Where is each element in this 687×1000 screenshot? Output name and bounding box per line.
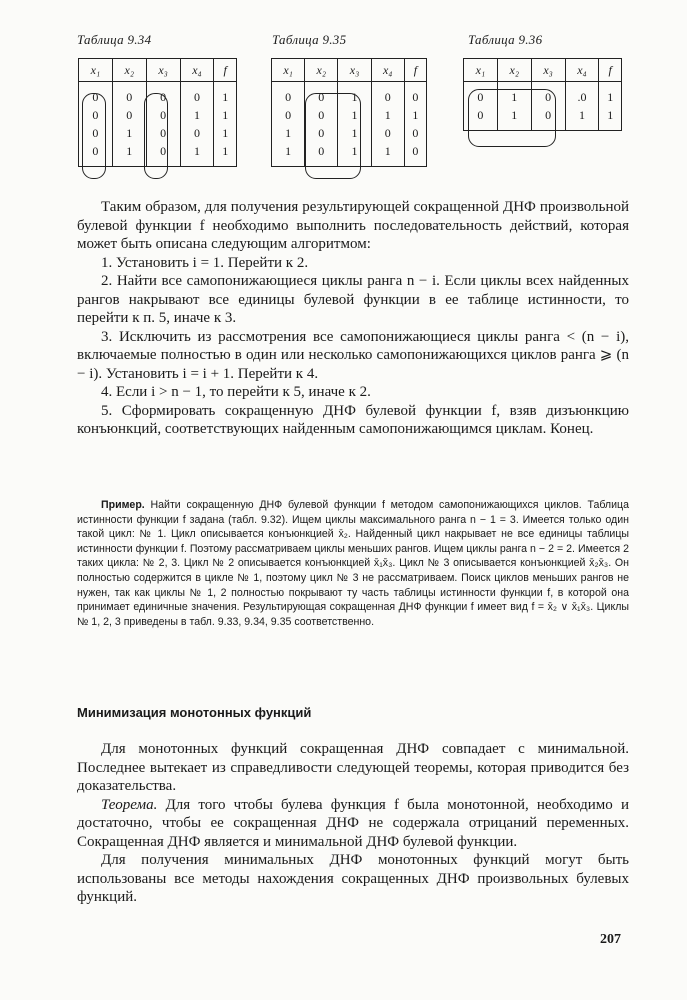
section-text	[77, 740, 629, 907]
table-header: f	[599, 59, 622, 82]
table-cell: 0	[531, 106, 565, 131]
algorithm-step: 4. Если i > n − 1, то перейти к 5, иначе к 2.	[101, 384, 371, 400]
cycle-outline	[82, 93, 106, 179]
table-cell: 1	[371, 142, 404, 167]
table-cell: 0	[464, 106, 498, 131]
table-cell: 1	[214, 106, 237, 124]
example-label: Пример.	[101, 499, 145, 511]
cycle-outline	[468, 89, 556, 147]
table-header: f	[404, 59, 426, 82]
table-header: x₄	[371, 59, 404, 82]
table-cell: 1	[497, 82, 531, 107]
table-header: x₃	[531, 59, 565, 82]
table-cell: 0	[404, 142, 426, 167]
table-header: x₁	[79, 59, 113, 82]
table-cell: 0	[531, 82, 565, 107]
table-cell: 1	[599, 106, 622, 131]
example-block	[77, 498, 629, 629]
table-cell: 0	[272, 82, 305, 107]
table-header: x₂	[305, 59, 338, 82]
table-header: x₄	[180, 59, 214, 82]
table-header: f	[214, 59, 237, 82]
table-caption-9-35: Таблица 9.35	[272, 32, 347, 47]
table-cell: 0	[404, 82, 426, 107]
algorithm-step: 1. Установить i = 1. Перейти к 2.	[101, 254, 309, 271]
table-cell: 0	[146, 82, 180, 107]
table-cell: 1	[112, 124, 146, 142]
table-cell: 1	[371, 106, 404, 124]
algorithm-step: 3. Исключить из рассмотрения все самопонижающиеся циклы ранга < (n − i), включаемые полностью в один или несколько самопонижающихся циклов ранга ⩾ (n − i). Установить i = i + 1. Перейти к 4.	[77, 328, 629, 382]
table-cell: 1	[338, 106, 371, 124]
table-cell: 1	[599, 82, 622, 107]
table-cell: 1	[338, 142, 371, 167]
cycle-outline	[144, 93, 168, 179]
table-cell: 1	[565, 106, 599, 131]
algorithm-step: 5. Сформировать сокращенную ДНФ булевой функции f, взяв дизъюнкцию конъюнкций, соответствующих найденным самопонижающимся циклам. Конец.	[77, 402, 629, 437]
table-cell: 0	[305, 82, 338, 107]
table-cell: 0	[79, 106, 113, 124]
table-cell: 1	[214, 142, 237, 167]
table-cell: 0	[180, 124, 214, 142]
table-header: x₁	[464, 59, 498, 82]
section-heading: Минимизация монотонных функций	[77, 705, 312, 720]
theorem-label: Теорема.	[101, 796, 158, 813]
table-cell: 0	[272, 106, 305, 124]
table-cell: .0	[565, 82, 599, 107]
table-cell: 0	[146, 106, 180, 124]
table-cell: 1	[272, 124, 305, 142]
table-cell: 1	[180, 142, 214, 167]
table-cell: 0	[112, 106, 146, 124]
table-header: x₁	[272, 59, 305, 82]
page-number: 207	[600, 932, 621, 947]
paragraph: Для монотонных функций сокращенная ДНФ совпадает с минимальной. Последнее вытекает из справедливости следующей теоремы, которая приводится без доказательства.	[77, 741, 629, 794]
table-cell: 1	[338, 82, 371, 107]
table-cell: 0	[464, 82, 498, 107]
table-cell: 1	[404, 106, 426, 124]
paragraph: Для получения минимальных ДНФ монотонных функций могут быть использованы все методы нахождения сокращенных ДНФ произвольных булевых функций.	[77, 852, 629, 905]
table-header: x₃	[338, 59, 371, 82]
table-cell: 1	[497, 106, 531, 131]
algorithm-step: 2. Найти все самопонижающиеся циклы ранга n − i. Если циклы всех найденных рангов накрывают все единицы булевой функции в ее таблице истинности, то перейти к п. 5, иначе к 3.	[77, 273, 629, 326]
table-caption-9-34: Таблица 9.34	[77, 32, 152, 47]
table-cell: 1	[272, 142, 305, 167]
algorithm-text	[77, 198, 629, 439]
table-cell: 0	[79, 142, 113, 167]
table-header: x₄	[565, 59, 599, 82]
table-cell: 0	[305, 106, 338, 124]
example-text: Найти сокращенную ДНФ булевой функции f методом самопонижающихся циклов. Таблица истинности функции f задана (табл. 9.32). Ищем циклы максимального ранга n − 1 = 3. Имеется только один такой цикл: № 1. Цикл описывается конъюнкцией x̄₂. Найденный цикл накрывает не все единицы таблицы истинности функции f. Поэтому рассматриваем циклы меньших рангов. Ищем циклы ранга n − 2 = 2. Имеется 2 таких цикла: № 2, 3. Цикл № 2 описывается конъюнкцией x̄₁x̄₃. Цикл № 3 описывается конъюнкцией x̄₂x̄₃. Он полностью содержится в цикле № 1, поэтому цикл № 3 не рассматриваем. Поиск циклов меньших рангов не нужен, так как циклы № 1, 2 полностью покрывают ту часть таблицы истинности функции f, в которой она принимает единичные значения. Результирующая сокращенная ДНФ функции f имеет вид f = x̄₂ ∨ x̄₁x̄₃. Циклы № 1, 2, 3 приведены в табл. 9.33, 9.34, 9.35 соответственно.	[77, 499, 629, 628]
table-header: x₃	[146, 59, 180, 82]
table-cell: 1	[214, 124, 237, 142]
table-cell: 0	[79, 124, 113, 142]
table-cell: 0	[112, 82, 146, 107]
table-cell: 0	[305, 142, 338, 167]
table-caption-9-36: Таблица 9.36	[468, 32, 543, 47]
table-cell: 1	[338, 124, 371, 142]
table-cell: 0	[371, 82, 404, 107]
table-cell: 0	[146, 124, 180, 142]
table-cell: 0	[404, 124, 426, 142]
table-cell: 0	[180, 82, 214, 107]
theorem-text: Для того чтобы булева функция f была монотонной, необходимо и достаточно, чтобы ее сокращенная ДНФ не содержала отрицаний переменных. Сокращенная ДНФ является и минимальной ДНФ булевой функции.	[77, 796, 629, 850]
table-cell: 0	[146, 142, 180, 167]
table-header: x₂	[112, 59, 146, 82]
table-header: x₂	[497, 59, 531, 82]
table-cell: 1	[180, 106, 214, 124]
table-cell: 1	[214, 82, 237, 107]
intro-paragraph: Таким образом, для получения результирующей сокращенной ДНФ произвольной булевой функции f необходимо выполнить последовательность действий, которая может быть описана следующим алгоритмом:	[77, 199, 629, 252]
cycle-outline	[305, 93, 361, 179]
table-cell: 1	[112, 142, 146, 167]
table-cell: 0	[79, 82, 113, 107]
table-cell: 0	[371, 124, 404, 142]
table-cell: 0	[305, 124, 338, 142]
